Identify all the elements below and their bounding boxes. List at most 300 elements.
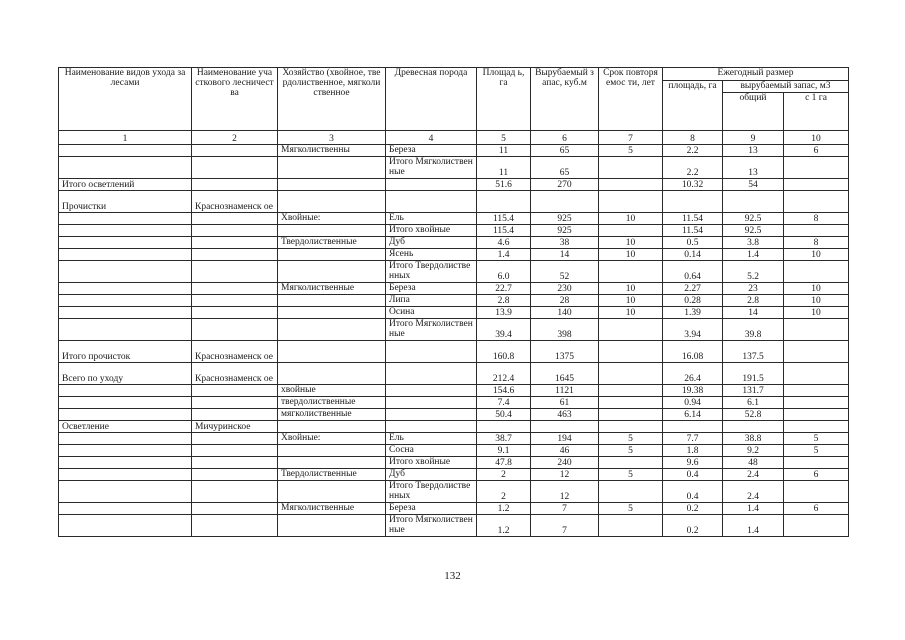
forestry-cell	[192, 145, 278, 157]
column-number: 4	[386, 131, 477, 145]
forest-care-table	[58, 67, 849, 537]
volume-cell: 61	[531, 397, 599, 409]
annual-volume-per-ha-cell: 6	[784, 503, 849, 515]
annual-volume-total-cell: 48	[723, 457, 784, 469]
forestry-cell	[192, 213, 278, 225]
annual-volume-total-cell: 54	[723, 179, 784, 191]
care-type-cell	[59, 319, 192, 341]
table-row	[59, 469, 849, 481]
volume-cell: 65	[531, 145, 599, 157]
annual-area-cell: 1.8	[663, 445, 723, 457]
volume-cell: 14	[531, 249, 599, 261]
header-species: Древесная порода	[386, 68, 477, 131]
header-volume-total: общий	[723, 93, 784, 131]
table-row	[59, 283, 849, 295]
forestry-cell	[192, 409, 278, 421]
annual-area-cell: 26.4	[663, 363, 723, 385]
annual-area-cell: 0.28	[663, 295, 723, 307]
table-row	[59, 433, 849, 445]
column-number: 7	[599, 131, 663, 145]
species-cell: Береза	[386, 283, 477, 295]
species-cell: Итого хвойные	[386, 225, 477, 237]
column-number: 9	[723, 131, 784, 145]
annual-volume-total-cell: 5.2	[723, 261, 784, 283]
header-forestry: Наименование участкового лесничества	[192, 68, 278, 131]
area-cell: 9.1	[477, 445, 531, 457]
header-volume-per-ha: с 1 га	[784, 93, 849, 131]
annual-volume-per-ha-cell	[784, 225, 849, 237]
repeat-period-cell: 5	[599, 445, 663, 457]
care-type-cell: Осветление	[59, 421, 192, 433]
table-row	[59, 363, 849, 385]
table-row	[59, 307, 849, 319]
annual-volume-per-ha-cell	[784, 385, 849, 397]
repeat-period-cell: 10	[599, 249, 663, 261]
table-row	[59, 515, 849, 537]
table-row	[59, 503, 849, 515]
area-cell: 212.4	[477, 363, 531, 385]
economy-cell: Мягколиственны	[278, 145, 386, 157]
annual-volume-total-cell: 23	[723, 283, 784, 295]
annual-volume-per-ha-cell: 6	[784, 469, 849, 481]
forestry-cell	[192, 515, 278, 537]
repeat-period-cell	[599, 191, 663, 213]
care-type-cell	[59, 157, 192, 179]
economy-cell	[278, 515, 386, 537]
annual-area-cell: 0.4	[663, 469, 723, 481]
repeat-period-cell	[599, 385, 663, 397]
forestry-cell	[192, 481, 278, 503]
area-cell: 1.2	[477, 503, 531, 515]
table-row	[59, 319, 849, 341]
annual-volume-per-ha-cell: 10	[784, 307, 849, 319]
column-number: 5	[477, 131, 531, 145]
annual-area-cell: 0.94	[663, 397, 723, 409]
column-number: 8	[663, 131, 723, 145]
column-number-row	[59, 131, 849, 145]
forestry-cell	[192, 179, 278, 191]
annual-volume-total-cell: 92.5	[723, 213, 784, 225]
header-annual-volume: вырубаемый запас, м3	[723, 81, 849, 93]
species-cell	[386, 397, 477, 409]
area-cell: 2	[477, 481, 531, 503]
annual-area-cell: 10.32	[663, 179, 723, 191]
repeat-period-cell	[599, 515, 663, 537]
annual-volume-total-cell: 3.8	[723, 237, 784, 249]
column-number: 10	[784, 131, 849, 145]
economy-cell	[278, 225, 386, 237]
economy-cell: твердолиственные	[278, 397, 386, 409]
annual-volume-per-ha-cell: 5	[784, 445, 849, 457]
economy-cell: Хвойные:	[278, 213, 386, 225]
species-cell: Береза	[386, 145, 477, 157]
repeat-period-cell	[599, 225, 663, 237]
page-number: 132	[444, 570, 461, 582]
economy-cell: Мягколиственные	[278, 503, 386, 515]
species-cell	[386, 341, 477, 363]
care-type-cell	[59, 295, 192, 307]
annual-volume-total-cell	[723, 421, 784, 433]
economy-cell	[278, 249, 386, 261]
species-cell: Ель	[386, 433, 477, 445]
volume-cell: 194	[531, 433, 599, 445]
area-cell: 39.4	[477, 319, 531, 341]
care-type-cell	[59, 409, 192, 421]
table-row	[59, 445, 849, 457]
care-type-cell	[59, 445, 192, 457]
forestry-cell	[192, 397, 278, 409]
area-cell: 1.2	[477, 515, 531, 537]
forestry-cell	[192, 307, 278, 319]
economy-cell	[278, 481, 386, 503]
area-cell: 11	[477, 145, 531, 157]
annual-volume-per-ha-cell	[784, 363, 849, 385]
annual-volume-total-cell: 2.4	[723, 481, 784, 503]
table-row	[59, 421, 849, 433]
care-type-cell: Итого осветлений	[59, 179, 192, 191]
economy-cell	[278, 307, 386, 319]
species-cell	[386, 421, 477, 433]
care-type-cell: Прочистки	[59, 191, 192, 213]
repeat-period-cell: 5	[599, 145, 663, 157]
forestry-cell	[192, 433, 278, 445]
forestry-cell	[192, 469, 278, 481]
annual-volume-per-ha-cell: 10	[784, 283, 849, 295]
area-cell: 38.7	[477, 433, 531, 445]
repeat-period-cell: 10	[599, 213, 663, 225]
volume-cell: 1375	[531, 341, 599, 363]
repeat-period-cell: 10	[599, 283, 663, 295]
table-row	[59, 295, 849, 307]
volume-cell: 398	[531, 319, 599, 341]
forestry-cell: Мичуринское	[192, 421, 278, 433]
area-cell: 22.7	[477, 283, 531, 295]
species-cell: Дуб	[386, 237, 477, 249]
area-cell: 51.6	[477, 179, 531, 191]
economy-cell	[278, 421, 386, 433]
annual-volume-total-cell: 13	[723, 145, 784, 157]
volume-cell: 52	[531, 261, 599, 283]
volume-cell: 240	[531, 457, 599, 469]
forestry-cell	[192, 445, 278, 457]
table-row	[59, 481, 849, 503]
annual-area-cell: 7.7	[663, 433, 723, 445]
area-cell: 4.6	[477, 237, 531, 249]
repeat-period-cell: 10	[599, 237, 663, 249]
annual-volume-total-cell: 191.5	[723, 363, 784, 385]
care-type-cell	[59, 469, 192, 481]
economy-cell: Хвойные:	[278, 433, 386, 445]
volume-cell: 28	[531, 295, 599, 307]
forestry-cell	[192, 157, 278, 179]
volume-cell: 12	[531, 481, 599, 503]
annual-volume-total-cell: 2.4	[723, 469, 784, 481]
annual-volume-total-cell: 14	[723, 307, 784, 319]
species-cell: Итого Твердолиственных	[386, 261, 477, 283]
annual-area-cell: 0.2	[663, 515, 723, 537]
area-cell: 115.4	[477, 225, 531, 237]
volume-cell: 925	[531, 225, 599, 237]
species-cell	[386, 385, 477, 397]
header-economy: Хозяйство (хвойное, твердолиственное, мягколиственное	[278, 68, 386, 131]
volume-cell	[531, 191, 599, 213]
repeat-period-cell	[599, 179, 663, 191]
table-row	[59, 213, 849, 225]
repeat-period-cell	[599, 363, 663, 385]
volume-cell: 1645	[531, 363, 599, 385]
care-type-cell	[59, 261, 192, 283]
volume-cell: 7	[531, 503, 599, 515]
volume-cell: 7	[531, 515, 599, 537]
area-cell: 160.8	[477, 341, 531, 363]
table-row	[59, 397, 849, 409]
forestry-cell	[192, 261, 278, 283]
species-cell	[386, 409, 477, 421]
economy-cell: мягколиственные	[278, 409, 386, 421]
annual-volume-per-ha-cell	[784, 191, 849, 213]
annual-volume-per-ha-cell	[784, 421, 849, 433]
economy-cell: Твердолиственные	[278, 469, 386, 481]
header-area: Площад ь, га	[477, 68, 531, 131]
annual-volume-total-cell	[723, 191, 784, 213]
annual-volume-total-cell: 1.4	[723, 503, 784, 515]
table-row	[59, 457, 849, 469]
annual-area-cell: 0.64	[663, 261, 723, 283]
economy-cell	[278, 457, 386, 469]
economy-cell	[278, 363, 386, 385]
annual-area-cell: 11.54	[663, 225, 723, 237]
species-cell: Итого Твердолиственных	[386, 481, 477, 503]
annual-volume-per-ha-cell	[784, 515, 849, 537]
annual-volume-total-cell: 137.5	[723, 341, 784, 363]
forestry-cell: Краснознаменск ое	[192, 341, 278, 363]
economy-cell: Мягколиственные	[278, 283, 386, 295]
annual-volume-per-ha-cell	[784, 341, 849, 363]
area-cell: 6.0	[477, 261, 531, 283]
area-cell	[477, 191, 531, 213]
species-cell: Итого Мягколиственные	[386, 515, 477, 537]
annual-volume-per-ha-cell: 6	[784, 145, 849, 157]
care-type-cell	[59, 225, 192, 237]
annual-area-cell: 16.08	[663, 341, 723, 363]
annual-volume-per-ha-cell: 10	[784, 249, 849, 261]
header-volume: Вырубаемый запас, куб.м	[531, 68, 599, 131]
area-cell: 7.4	[477, 397, 531, 409]
table-row	[59, 409, 849, 421]
economy-cell	[278, 261, 386, 283]
species-cell: Итого Мягколиственные	[386, 319, 477, 341]
repeat-period-cell	[599, 341, 663, 363]
annual-area-cell	[663, 421, 723, 433]
annual-area-cell	[663, 191, 723, 213]
volume-cell: 1121	[531, 385, 599, 397]
area-cell: 50.4	[477, 409, 531, 421]
area-cell: 13.9	[477, 307, 531, 319]
annual-volume-per-ha-cell	[784, 481, 849, 503]
volume-cell: 140	[531, 307, 599, 319]
care-type-cell	[59, 145, 192, 157]
annual-volume-total-cell: 52.8	[723, 409, 784, 421]
repeat-period-cell	[599, 397, 663, 409]
repeat-period-cell	[599, 481, 663, 503]
annual-area-cell: 11.54	[663, 213, 723, 225]
annual-volume-per-ha-cell	[784, 157, 849, 179]
annual-volume-per-ha-cell: 5	[784, 433, 849, 445]
repeat-period-cell	[599, 421, 663, 433]
repeat-period-cell	[599, 319, 663, 341]
volume-cell: 12	[531, 469, 599, 481]
header-care-type: Наименование видов ухода за лесами	[59, 68, 192, 131]
care-type-cell	[59, 237, 192, 249]
repeat-period-cell	[599, 457, 663, 469]
column-number: 2	[192, 131, 278, 145]
volume-cell: 463	[531, 409, 599, 421]
table-row	[59, 145, 849, 157]
annual-volume-total-cell: 9.2	[723, 445, 784, 457]
annual-volume-per-ha-cell: 10	[784, 295, 849, 307]
annual-volume-total-cell: 39.8	[723, 319, 784, 341]
area-cell: 11	[477, 157, 531, 179]
care-type-cell	[59, 397, 192, 409]
species-cell: Осина	[386, 307, 477, 319]
annual-area-cell: 0.4	[663, 481, 723, 503]
forestry-cell: Краснознаменск ое	[192, 363, 278, 385]
annual-volume-per-ha-cell: 8	[784, 237, 849, 249]
forestry-cell	[192, 457, 278, 469]
column-number: 6	[531, 131, 599, 145]
forestry-cell	[192, 249, 278, 261]
species-cell: Ель	[386, 213, 477, 225]
annual-volume-per-ha-cell	[784, 457, 849, 469]
annual-volume-total-cell: 92.5	[723, 225, 784, 237]
area-cell: 2	[477, 469, 531, 481]
species-cell: Ясень	[386, 249, 477, 261]
annual-volume-per-ha-cell	[784, 409, 849, 421]
area-cell: 47.8	[477, 457, 531, 469]
table-row	[59, 191, 849, 213]
economy-cell	[278, 179, 386, 191]
species-cell: Итого хвойные	[386, 457, 477, 469]
table-row	[59, 179, 849, 191]
volume-cell	[531, 421, 599, 433]
table-row	[59, 261, 849, 283]
annual-area-cell: 2.2	[663, 157, 723, 179]
care-type-cell	[59, 515, 192, 537]
care-type-cell	[59, 481, 192, 503]
economy-cell	[278, 319, 386, 341]
annual-area-cell: 2.2	[663, 145, 723, 157]
care-type-cell	[59, 385, 192, 397]
economy-cell	[278, 191, 386, 213]
forestry-cell	[192, 385, 278, 397]
care-type-cell: Всего по уходу	[59, 363, 192, 385]
repeat-period-cell	[599, 157, 663, 179]
annual-volume-per-ha-cell	[784, 179, 849, 191]
care-type-cell	[59, 283, 192, 295]
care-type-cell	[59, 249, 192, 261]
annual-area-cell: 19.38	[663, 385, 723, 397]
species-cell: Сосна	[386, 445, 477, 457]
species-cell: Итого Мягколиственные	[386, 157, 477, 179]
economy-cell	[278, 295, 386, 307]
economy-cell: Твердолиственные	[278, 237, 386, 249]
repeat-period-cell: 5	[599, 469, 663, 481]
area-cell: 115.4	[477, 213, 531, 225]
care-type-cell	[59, 433, 192, 445]
table-body	[59, 145, 849, 537]
species-cell	[386, 191, 477, 213]
repeat-period-cell: 10	[599, 295, 663, 307]
table-row	[59, 249, 849, 261]
forestry-cell	[192, 503, 278, 515]
care-type-cell	[59, 307, 192, 319]
care-type-cell: Итого прочисток	[59, 341, 192, 363]
annual-volume-total-cell: 1.4	[723, 515, 784, 537]
repeat-period-cell: 5	[599, 503, 663, 515]
annual-volume-per-ha-cell	[784, 261, 849, 283]
volume-cell: 46	[531, 445, 599, 457]
economy-cell: хвойные	[278, 385, 386, 397]
table-row	[59, 385, 849, 397]
volume-cell: 38	[531, 237, 599, 249]
forestry-cell	[192, 319, 278, 341]
forestry-cell: Краснознаменск ое	[192, 191, 278, 213]
volume-cell: 270	[531, 179, 599, 191]
table-row	[59, 225, 849, 237]
annual-volume-per-ha-cell	[784, 397, 849, 409]
economy-cell	[278, 445, 386, 457]
annual-area-cell: 0.14	[663, 249, 723, 261]
table-row	[59, 237, 849, 249]
species-cell	[386, 179, 477, 191]
annual-volume-total-cell: 2.8	[723, 295, 784, 307]
species-cell: Липа	[386, 295, 477, 307]
repeat-period-cell	[599, 261, 663, 283]
header-annual-size: Ежегодный размер	[663, 68, 849, 81]
annual-volume-per-ha-cell	[784, 319, 849, 341]
annual-area-cell: 9.6	[663, 457, 723, 469]
annual-area-cell: 2.27	[663, 283, 723, 295]
annual-volume-total-cell: 38.8	[723, 433, 784, 445]
care-type-cell	[59, 503, 192, 515]
area-cell: 1.4	[477, 249, 531, 261]
volume-cell: 230	[531, 283, 599, 295]
area-cell	[477, 421, 531, 433]
area-cell: 154.6	[477, 385, 531, 397]
table-row	[59, 157, 849, 179]
economy-cell	[278, 341, 386, 363]
annual-area-cell: 0.5	[663, 237, 723, 249]
repeat-period-cell: 5	[599, 433, 663, 445]
annual-volume-per-ha-cell: 8	[784, 213, 849, 225]
species-cell: Дуб	[386, 469, 477, 481]
care-type-cell	[59, 457, 192, 469]
repeat-period-cell	[599, 409, 663, 421]
annual-area-cell: 0.2	[663, 503, 723, 515]
annual-area-cell: 3.94	[663, 319, 723, 341]
column-number: 1	[59, 131, 192, 145]
column-number: 3	[278, 131, 386, 145]
volume-cell: 65	[531, 157, 599, 179]
forestry-cell	[192, 295, 278, 307]
species-cell: Береза	[386, 503, 477, 515]
care-type-cell	[59, 213, 192, 225]
economy-cell	[278, 157, 386, 179]
forestry-cell	[192, 283, 278, 295]
forestry-cell	[192, 225, 278, 237]
forestry-cell	[192, 237, 278, 249]
volume-cell: 925	[531, 213, 599, 225]
